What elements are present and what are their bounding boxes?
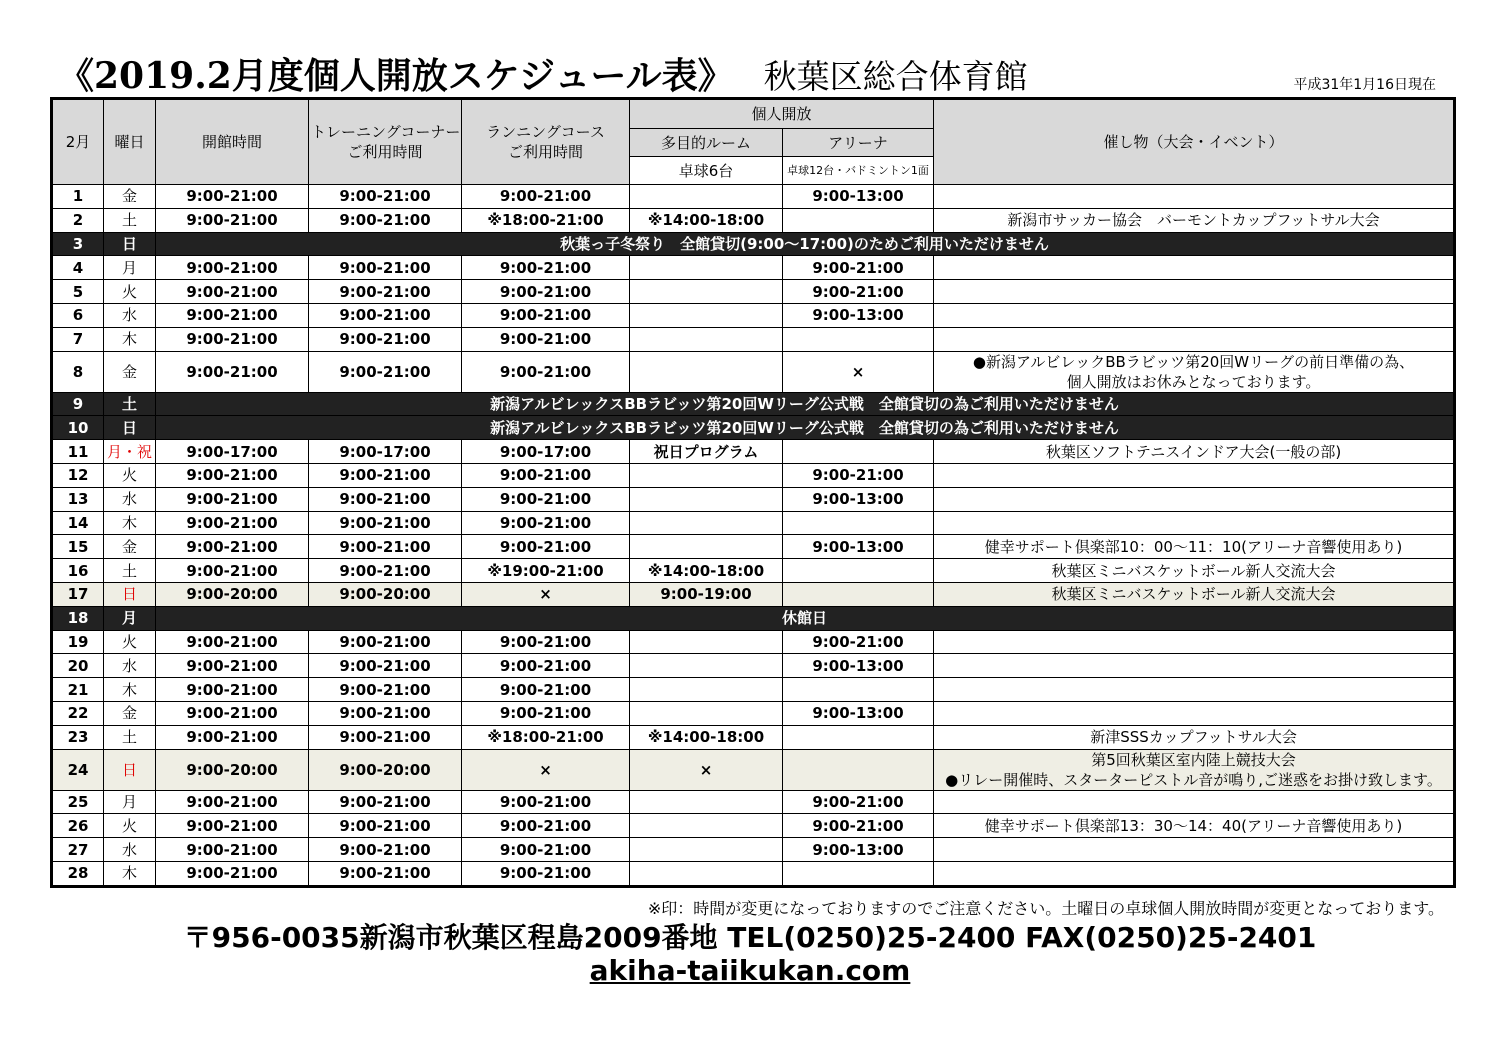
day-number: 4 — [52, 256, 104, 280]
day-number: 26 — [52, 814, 104, 838]
open-hours: 9:00-21:00 — [156, 487, 309, 511]
day-number: 21 — [52, 678, 104, 702]
training-hours: 9:00-21:00 — [309, 838, 462, 862]
event-line2: ●リレー開催時、スターターピストル音が鳴り,ご迷惑をお掛け致します。 — [945, 770, 1442, 789]
weekday: 水 — [104, 654, 156, 678]
table-row — [52, 511, 1455, 535]
arena-hours — [783, 582, 934, 606]
page-title — [58, 52, 1028, 101]
running-hours: 9:00-21:00 — [462, 327, 630, 351]
table-row — [52, 440, 1455, 464]
running-hours: 9:00-21:00 — [462, 280, 630, 304]
open-hours: 9:00-21:00 — [156, 654, 309, 678]
header-arena: アリーナ — [783, 129, 934, 157]
arena-hours — [783, 208, 934, 232]
running-hours: 9:00-21:00 — [462, 790, 630, 814]
header-arena-sub: 卓球12台・バドミントン1面 — [783, 157, 934, 185]
arena-hours — [783, 559, 934, 583]
event-line1: ●新潟アルビレックBBラビッツ第20回Wリーグの前日準備の為、 — [972, 352, 1415, 371]
day-number: 19 — [52, 630, 104, 654]
arena-hours: 9:00-21:00 — [783, 280, 934, 304]
table-row — [52, 463, 1455, 487]
table-row — [52, 487, 1455, 511]
table-row — [52, 208, 1455, 232]
weekday: 月・祝 — [104, 440, 156, 464]
multi-room-hours — [630, 256, 783, 280]
multi-room-hours — [630, 511, 783, 535]
weekday: 月 — [104, 606, 156, 630]
arena-hours — [783, 327, 934, 351]
open-hours: 9:00-21:00 — [156, 511, 309, 535]
multi-room-hours — [630, 351, 783, 392]
weekday: 水 — [104, 303, 156, 327]
table-row — [52, 838, 1455, 862]
running-hours: 9:00-21:00 — [462, 303, 630, 327]
schedule-table — [50, 97, 1456, 888]
open-hours: 9:00-21:00 — [156, 463, 309, 487]
training-hours: 9:00-21:00 — [309, 701, 462, 725]
running-hours: 9:00-21:00 — [462, 256, 630, 280]
open-hours: 9:00-21:00 — [156, 701, 309, 725]
event-cell — [934, 790, 1455, 814]
weekday: 金 — [104, 351, 156, 392]
day-number: 28 — [52, 861, 104, 886]
open-hours: 9:00-20:00 — [156, 582, 309, 606]
table-row — [52, 678, 1455, 702]
arena-hours: 9:00-13:00 — [783, 487, 934, 511]
header-running-line2: ご利用時間 — [507, 143, 583, 161]
running-hours: ※18:00-21:00 — [462, 725, 630, 749]
training-hours: 9:00-21:00 — [309, 487, 462, 511]
arena-hours: 9:00-21:00 — [783, 463, 934, 487]
arena-hours: 9:00-13:00 — [783, 303, 934, 327]
header-running-line1: ランニングコース — [486, 123, 605, 141]
open-hours: 9:00-21:00 — [156, 303, 309, 327]
running-hours: × — [462, 582, 630, 606]
header-individual-open: 個人開放 — [630, 99, 934, 129]
open-hours: 9:00-21:00 — [156, 351, 309, 392]
multi-room-hours: × — [630, 749, 783, 790]
open-hours: 9:00-21:00 — [156, 559, 309, 583]
weekday: 水 — [104, 838, 156, 862]
day-number: 16 — [52, 559, 104, 583]
running-hours: 9:00-21:00 — [462, 861, 630, 886]
table-row — [52, 392, 1455, 416]
event-cell — [934, 327, 1455, 351]
training-hours: 9:00-21:00 — [309, 814, 462, 838]
multi-room-hours — [630, 535, 783, 559]
running-hours: ※19:00-21:00 — [462, 559, 630, 583]
arena-hours — [783, 678, 934, 702]
event-cell — [934, 463, 1455, 487]
arena-hours: 9:00-13:00 — [783, 654, 934, 678]
open-hours: 9:00-21:00 — [156, 256, 309, 280]
training-hours: 9:00-21:00 — [309, 861, 462, 886]
weekday: 木 — [104, 678, 156, 702]
table-row — [52, 185, 1455, 209]
open-hours: 9:00-21:00 — [156, 208, 309, 232]
arena-hours: 9:00-21:00 — [783, 630, 934, 654]
table-row — [52, 701, 1455, 725]
table-row — [52, 654, 1455, 678]
table-row — [52, 303, 1455, 327]
running-hours: 9:00-21:00 — [462, 838, 630, 862]
running-hours: 9:00-21:00 — [462, 487, 630, 511]
weekday: 土 — [104, 392, 156, 416]
multi-room-hours — [630, 280, 783, 304]
training-hours: 9:00-21:00 — [309, 511, 462, 535]
running-hours: 9:00-21:00 — [462, 463, 630, 487]
day-number: 15 — [52, 535, 104, 559]
event-cell: 新潟市サッカー協会 バーモントカップフットサル大会 — [934, 208, 1455, 232]
event-line1: 第5回秋葉区室内陸上競技大会 — [1091, 750, 1296, 769]
event-cell — [934, 749, 1455, 790]
multi-room-hours: ※14:00-18:00 — [630, 208, 783, 232]
running-hours: × — [462, 749, 630, 790]
day-number: 3 — [52, 232, 104, 256]
weekday: 日 — [104, 416, 156, 440]
header-open-hours: 開館時間 — [156, 99, 309, 185]
arena-hours: 9:00-13:00 — [783, 838, 934, 862]
day-number: 7 — [52, 327, 104, 351]
as-of-date: 平成31年1月16日現在 — [1293, 77, 1436, 93]
multi-room-hours — [630, 678, 783, 702]
table-row — [52, 232, 1455, 256]
day-number: 2 — [52, 208, 104, 232]
day-number: 27 — [52, 838, 104, 862]
multi-room-hours — [630, 654, 783, 678]
weekday: 水 — [104, 487, 156, 511]
running-hours: 9:00-21:00 — [462, 185, 630, 209]
multi-room-hours — [630, 630, 783, 654]
day-number: 5 — [52, 280, 104, 304]
arena-hours — [783, 440, 934, 464]
open-hours: 9:00-21:00 — [156, 327, 309, 351]
multi-room-hours — [630, 790, 783, 814]
running-hours: 9:00-21:00 — [462, 654, 630, 678]
weekday: 金 — [104, 701, 156, 725]
header-multi-room: 多目的ルーム — [630, 129, 783, 157]
header-weekday: 曜日 — [104, 99, 156, 185]
arena-hours — [783, 725, 934, 749]
event-cell: 健幸サポート倶楽部10：00～11：10(アリーナ音響使用あり) — [934, 535, 1455, 559]
day-number: 14 — [52, 511, 104, 535]
multi-room-hours — [630, 327, 783, 351]
training-hours: 9:00-21:00 — [309, 535, 462, 559]
event-cell — [934, 838, 1455, 862]
title-text: 《2019.2月度個人開放スケジュール表》 — [58, 55, 734, 97]
training-hours: 9:00-21:00 — [309, 256, 462, 280]
table-row — [52, 327, 1455, 351]
weekday: 日 — [104, 232, 156, 256]
table-row — [52, 749, 1455, 790]
arena-hours: 9:00-13:00 — [783, 535, 934, 559]
weekday: 火 — [104, 814, 156, 838]
day-number: 6 — [52, 303, 104, 327]
running-hours: ※18:00-21:00 — [462, 208, 630, 232]
header-running — [462, 99, 630, 185]
running-hours: 9:00-21:00 — [462, 535, 630, 559]
training-hours: 9:00-20:00 — [309, 749, 462, 790]
running-hours: 9:00-21:00 — [462, 630, 630, 654]
day-number: 12 — [52, 463, 104, 487]
training-hours: 9:00-21:00 — [309, 654, 462, 678]
weekday: 月 — [104, 256, 156, 280]
closed-message: 新潟アルビレックスBBラビッツ第20回Wリーグ公式戦 全館貸切の為ご利用いただけません — [156, 392, 1455, 416]
training-hours: 9:00-21:00 — [309, 790, 462, 814]
open-hours: 9:00-21:00 — [156, 535, 309, 559]
weekday: 月 — [104, 790, 156, 814]
day-number: 24 — [52, 749, 104, 790]
running-hours: 9:00-21:00 — [462, 511, 630, 535]
event-cell: 秋葉区ソフトテニスインドア大会(一般の部) — [934, 440, 1455, 464]
open-hours: 9:00-21:00 — [156, 725, 309, 749]
day-number: 11 — [52, 440, 104, 464]
day-number: 23 — [52, 725, 104, 749]
arena-hours — [783, 749, 934, 790]
open-hours: 9:00-21:00 — [156, 280, 309, 304]
weekday: 火 — [104, 630, 156, 654]
arena-hours: 9:00-13:00 — [783, 701, 934, 725]
table-row — [52, 861, 1455, 886]
running-hours: 9:00-21:00 — [462, 701, 630, 725]
weekday: 金 — [104, 535, 156, 559]
day-number: 18 — [52, 606, 104, 630]
open-hours: 9:00-21:00 — [156, 185, 309, 209]
table-row — [52, 280, 1455, 304]
arena-hours: 9:00-21:00 — [783, 814, 934, 838]
weekday: 日 — [104, 582, 156, 606]
arena-hours: 9:00-21:00 — [783, 256, 934, 280]
event-cell: 秋葉区ミニバスケットボール新人交流大会 — [934, 582, 1455, 606]
venue-name: 秋葉区総合体育館 — [763, 57, 1028, 96]
header-events: 催し物（大会・イベント） — [934, 99, 1455, 185]
day-number: 20 — [52, 654, 104, 678]
running-hours: 9:00-17:00 — [462, 440, 630, 464]
event-cell — [934, 678, 1455, 702]
open-hours: 9:00-21:00 — [156, 861, 309, 886]
day-number: 9 — [52, 392, 104, 416]
arena-hours — [783, 511, 934, 535]
table-row — [52, 351, 1455, 392]
training-hours: 9:00-21:00 — [309, 725, 462, 749]
weekday: 土 — [104, 559, 156, 583]
multi-room-hours — [630, 861, 783, 886]
event-cell — [934, 303, 1455, 327]
event-cell — [934, 654, 1455, 678]
event-cell — [934, 280, 1455, 304]
header-training-line2: ご利用時間 — [347, 143, 423, 161]
training-hours: 9:00-21:00 — [309, 630, 462, 654]
address: 〒956-0035新潟市秋葉区程島2009番地 TEL(0250)25-2400 FAX(0250)25-2401 — [183, 921, 1317, 954]
footnote: ※印：時間が変更になっておりますのでご注意ください。土曜日の卓球個人開放時間が変更となっております。 — [647, 899, 1444, 918]
multi-room-hours — [630, 185, 783, 209]
training-hours: 9:00-21:00 — [309, 559, 462, 583]
header-multi-room-sub: 卓球6台 — [630, 157, 783, 185]
event-cell — [934, 861, 1455, 886]
open-hours: 9:00-21:00 — [156, 814, 309, 838]
table-row — [52, 606, 1455, 630]
multi-room-hours: 祝日プログラム — [630, 440, 783, 464]
table-row — [52, 814, 1455, 838]
arena-hours: 9:00-21:00 — [783, 790, 934, 814]
table-row — [52, 256, 1455, 280]
day-number: 1 — [52, 185, 104, 209]
training-hours: 9:00-21:00 — [309, 327, 462, 351]
event-cell: 新津SSSカップフットサル大会 — [934, 725, 1455, 749]
running-hours: 9:00-21:00 — [462, 814, 630, 838]
training-hours: 9:00-21:00 — [309, 678, 462, 702]
training-hours: 9:00-21:00 — [309, 351, 462, 392]
event-cell — [934, 185, 1455, 209]
weekday: 木 — [104, 511, 156, 535]
training-hours: 9:00-21:00 — [309, 280, 462, 304]
event-cell — [934, 701, 1455, 725]
table-row — [52, 559, 1455, 583]
closed-message: 休館日 — [156, 606, 1455, 630]
training-hours: 9:00-21:00 — [309, 303, 462, 327]
arena-hours: 9:00-13:00 — [783, 185, 934, 209]
multi-room-hours — [630, 303, 783, 327]
open-hours: 9:00-21:00 — [156, 678, 309, 702]
training-hours: 9:00-20:00 — [309, 582, 462, 606]
table-row — [52, 535, 1455, 559]
event-cell: 健幸サポート倶楽部13：30～14：40(アリーナ音響使用あり) — [934, 814, 1455, 838]
running-hours: 9:00-21:00 — [462, 678, 630, 702]
event-cell — [934, 351, 1455, 392]
multi-room-hours — [630, 487, 783, 511]
event-line2: 個人開放はお休みとなっております。 — [1066, 372, 1321, 391]
training-hours: 9:00-21:00 — [309, 463, 462, 487]
day-number: 25 — [52, 790, 104, 814]
website-link[interactable]: akiha-taiikukan.com — [589, 954, 911, 987]
table-row — [52, 725, 1455, 749]
day-number: 8 — [52, 351, 104, 392]
multi-room-hours — [630, 463, 783, 487]
multi-room-hours — [630, 814, 783, 838]
event-cell — [934, 630, 1455, 654]
day-number: 13 — [52, 487, 104, 511]
table-row — [52, 582, 1455, 606]
open-hours: 9:00-21:00 — [156, 630, 309, 654]
weekday: 木 — [104, 327, 156, 351]
day-number: 10 — [52, 416, 104, 440]
header-month: 2月 — [52, 99, 104, 185]
open-hours: 9:00-21:00 — [156, 838, 309, 862]
open-hours: 9:00-21:00 — [156, 790, 309, 814]
closed-message: 新潟アルビレックスBBラビッツ第20回Wリーグ公式戦 全館貸切の為ご利用いただけません — [156, 416, 1455, 440]
weekday: 木 — [104, 861, 156, 886]
table-row — [52, 630, 1455, 654]
training-hours: 9:00-17:00 — [309, 440, 462, 464]
weekday: 土 — [104, 725, 156, 749]
multi-room-hours — [630, 701, 783, 725]
table-row — [52, 416, 1455, 440]
arena-hours: × — [783, 351, 934, 392]
open-hours: 9:00-17:00 — [156, 440, 309, 464]
table-row — [52, 790, 1455, 814]
day-number: 22 — [52, 701, 104, 725]
closed-message: 秋葉っ子冬祭り 全館貸切(9:00～17:00)のためご利用いただけません — [156, 232, 1455, 256]
multi-room-hours — [630, 838, 783, 862]
weekday: 火 — [104, 463, 156, 487]
weekday: 日 — [104, 749, 156, 790]
weekday: 火 — [104, 280, 156, 304]
arena-hours — [783, 861, 934, 886]
event-cell — [934, 511, 1455, 535]
multi-room-hours: 9:00-19:00 — [630, 582, 783, 606]
open-hours: 9:00-20:00 — [156, 749, 309, 790]
event-cell: 秋葉区ミニバスケットボール新人交流大会 — [934, 559, 1455, 583]
day-number: 17 — [52, 582, 104, 606]
multi-room-hours: ※14:00-18:00 — [630, 725, 783, 749]
training-hours: 9:00-21:00 — [309, 185, 462, 209]
weekday: 金 — [104, 185, 156, 209]
event-cell — [934, 256, 1455, 280]
event-cell — [934, 487, 1455, 511]
header-training — [309, 99, 462, 185]
weekday: 土 — [104, 208, 156, 232]
header-training-line1: トレーニングコーナー — [311, 123, 461, 141]
multi-room-hours: ※14:00-18:00 — [630, 559, 783, 583]
training-hours: 9:00-21:00 — [309, 208, 462, 232]
running-hours: 9:00-21:00 — [462, 351, 630, 392]
